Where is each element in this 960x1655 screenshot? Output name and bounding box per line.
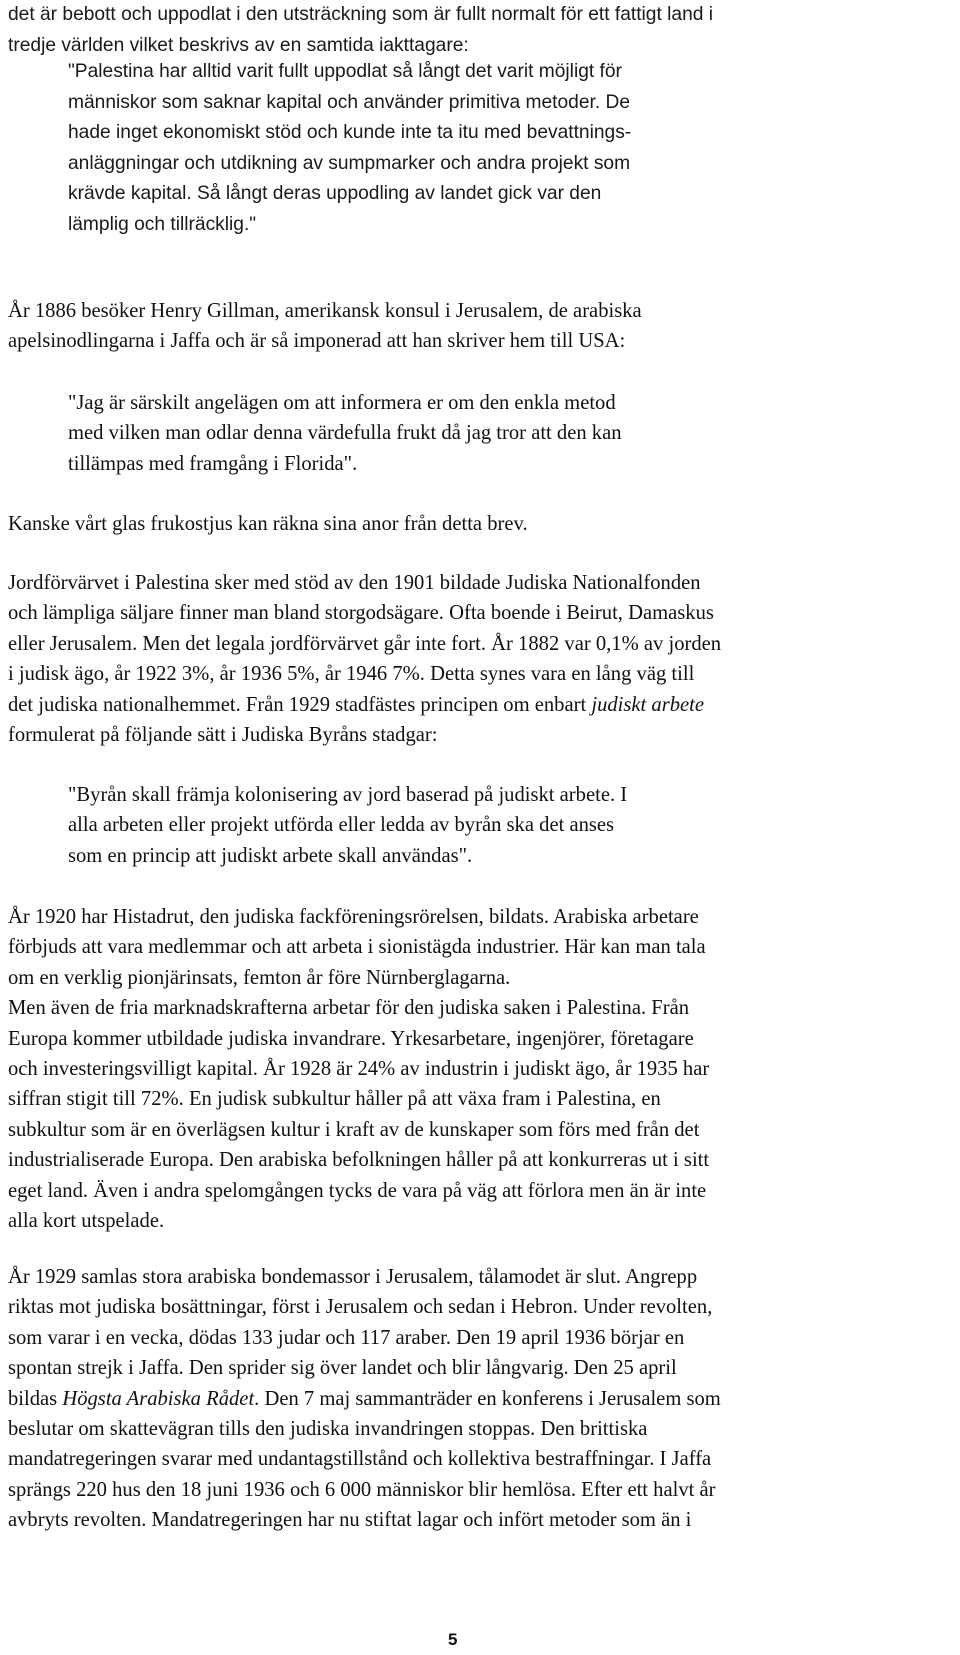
text-line: formulerat på följande sätt i Judiska Byråns stadgar: xyxy=(8,724,438,747)
text-line: industrialiserade Europa. Den arabiska befolkningen håller på att konkurreras ut i sitt xyxy=(8,1149,710,1172)
emphasis-hogsta-arabiska-radet: Högsta Arabiska Rådet xyxy=(62,1387,255,1410)
intro-paragraph xyxy=(8,0,713,61)
text-line: Jordförvärvet i Palestina sker med stöd av den 1901 bildade Judiska Nationalfonden xyxy=(8,572,701,594)
text-segment: det judiska nationalhemmet. Från 1929 stadfästes principen om enbart xyxy=(8,693,592,716)
blockquote-judiska-byran xyxy=(8,780,627,871)
text-line: "Jag är särskilt angelägen om att informera er om den enkla metod xyxy=(68,392,616,414)
text-line: det är bebott och uppodlat i den utsträckning som är fullt normalt för ett fattigt land i xyxy=(8,4,714,25)
text-line: "Palestina har alltid varit fullt uppodlat så långt det varit möjligt för xyxy=(68,61,622,82)
text-line: Kanske vårt glas frukostjus kan räkna sina anor från detta brev. xyxy=(8,513,528,535)
paragraph-1929 xyxy=(8,1262,721,1536)
paragraph-gillman xyxy=(8,296,642,357)
text-line: i judisk ägo, år 1922 3%, år 1936 5%, år 1946 7%. Detta synes vara en lång väg till xyxy=(8,663,695,686)
text-line: förbjuds att vara medlemmar och att arbeta i sionistägda industrier. Här kan man tala xyxy=(8,936,706,959)
text-segment: bildas xyxy=(8,1387,63,1410)
text-line: anläggningar och utdikning av sumpmarker och andra projekt som xyxy=(68,152,631,174)
text-line: och lämpliga säljare finner man bland storgodsägare. Ofta boende i Beirut, Damaskus xyxy=(8,602,714,625)
text-line: eller Jerusalem. Men det legala jordförvärvet går inte fort. År 1882 var 0,1% av jorden xyxy=(8,632,722,655)
text-line: eget land. Även i andra spelomgången tycks de vara på väg att förlora men än är inte xyxy=(8,1179,707,1202)
emphasis-judiskt-arbete: judiskt arbete xyxy=(591,693,705,716)
text-line: hade inget ekonomiskt stöd och kunde inte ta itu med bevattnings- xyxy=(68,122,632,144)
text-line: och investeringsvilligt kapital. År 1928 är 24% av industrin i judiskt ägo, år 1935 har xyxy=(8,1058,710,1081)
text-line: sprängs 220 hus den 18 juni 1936 och 6 000 människor blir hemlösa. Efter ett halvt år xyxy=(8,1478,716,1501)
text-line: med vilken man odlar denna värdefulla frukt då jag tror att den kan xyxy=(68,422,622,445)
paragraph-juice xyxy=(8,509,528,539)
page-number: 5 xyxy=(448,1630,458,1649)
text-line: siffran stigit till 72%. En judisk subkultur håller på att växa fram i Palestina, en xyxy=(8,1088,661,1111)
text-line: människor som saknar kapital och använder primitiva metoder. De xyxy=(68,91,631,113)
paragraph-histadrut xyxy=(8,902,709,1236)
text-line: riktas mot judiska bosättningar, först i Jerusalem och sedan i Hebron. Under revolten, xyxy=(8,1296,713,1319)
text-line: om en verklig pionjärinsats, femton år före Nürnberglagarna. xyxy=(8,966,511,989)
text-line: "Byrån skall främja kolonisering av jord baserad på judiskt arbete. I xyxy=(68,784,628,806)
paragraph-land-acquisition xyxy=(8,568,721,750)
text-line: tredje världen vilket beskrivs av en samtida iakttagare: xyxy=(8,34,469,56)
text-line: lämplig och tillräcklig." xyxy=(68,213,257,235)
text-segment: . Den 7 maj sammanträder en konferens i Jerusalem som xyxy=(254,1387,721,1410)
text-line: alla kort utspelade. xyxy=(8,1210,165,1233)
text-line: som en princip att judiskt arbete skall användas". xyxy=(68,844,473,867)
text-line: apelsinodlingarna i Jaffa och är så imponerad att han skriver hem till USA: xyxy=(8,330,626,353)
text-line: År 1920 har Histadrut, den judiska fackföreningsrörelsen, bildats. Arabiska arbetare xyxy=(8,906,699,928)
blockquote-palestina xyxy=(8,57,631,241)
text-line: avbryts revolten. Mandatregeringen har nu stiftat lagar och infört metoder som än i xyxy=(8,1509,692,1532)
text-line: tillämpas med framgång i Florida". xyxy=(68,452,358,475)
text-line: spontan strejk i Jaffa. Den sprider sig över landet och blir långvarig. Den 25 april xyxy=(8,1357,677,1380)
text-line-with-emphasis xyxy=(8,1384,721,1414)
text-line-with-emphasis xyxy=(8,690,721,720)
text-line: beslutar om skattevägran tills den judiska invandringen stoppas. Den brittiska xyxy=(8,1418,648,1441)
text-line: År 1929 samlas stora arabiska bondemassor i Jerusalem, tålamodet är slut. Angrepp xyxy=(8,1266,698,1288)
text-line: År 1886 besöker Henry Gillman, amerikansk konsul i Jerusalem, de arabiska xyxy=(8,300,642,322)
text-line: som varar i en vecka, dödas 133 judar och 117 araber. Den 19 april 1936 börjar en xyxy=(8,1326,685,1349)
text-line: Men även de fria marknadskrafterna arbetar för den judiska saken i Palestina. Från xyxy=(8,997,690,1020)
text-line: alla arbeten eller projekt utförda eller ledda av byrån ska det anses xyxy=(68,814,615,837)
blockquote-gillman xyxy=(8,388,622,479)
text-line: krävde kapital. Så långt deras uppodling av landet gick var den xyxy=(68,183,602,205)
text-line: mandatregeringen svarar med undantagstillstånd och kollektiva bestraffningar. I Jaffa xyxy=(8,1448,712,1471)
text-line: Europa kommer utbildade judiska invandrare. Yrkesarbetare, ingenjörer, företagare xyxy=(8,1027,694,1050)
text-line: subkultur som är en överlägsen kultur i kraft av de kunskaper som förs med från det xyxy=(8,1118,700,1141)
